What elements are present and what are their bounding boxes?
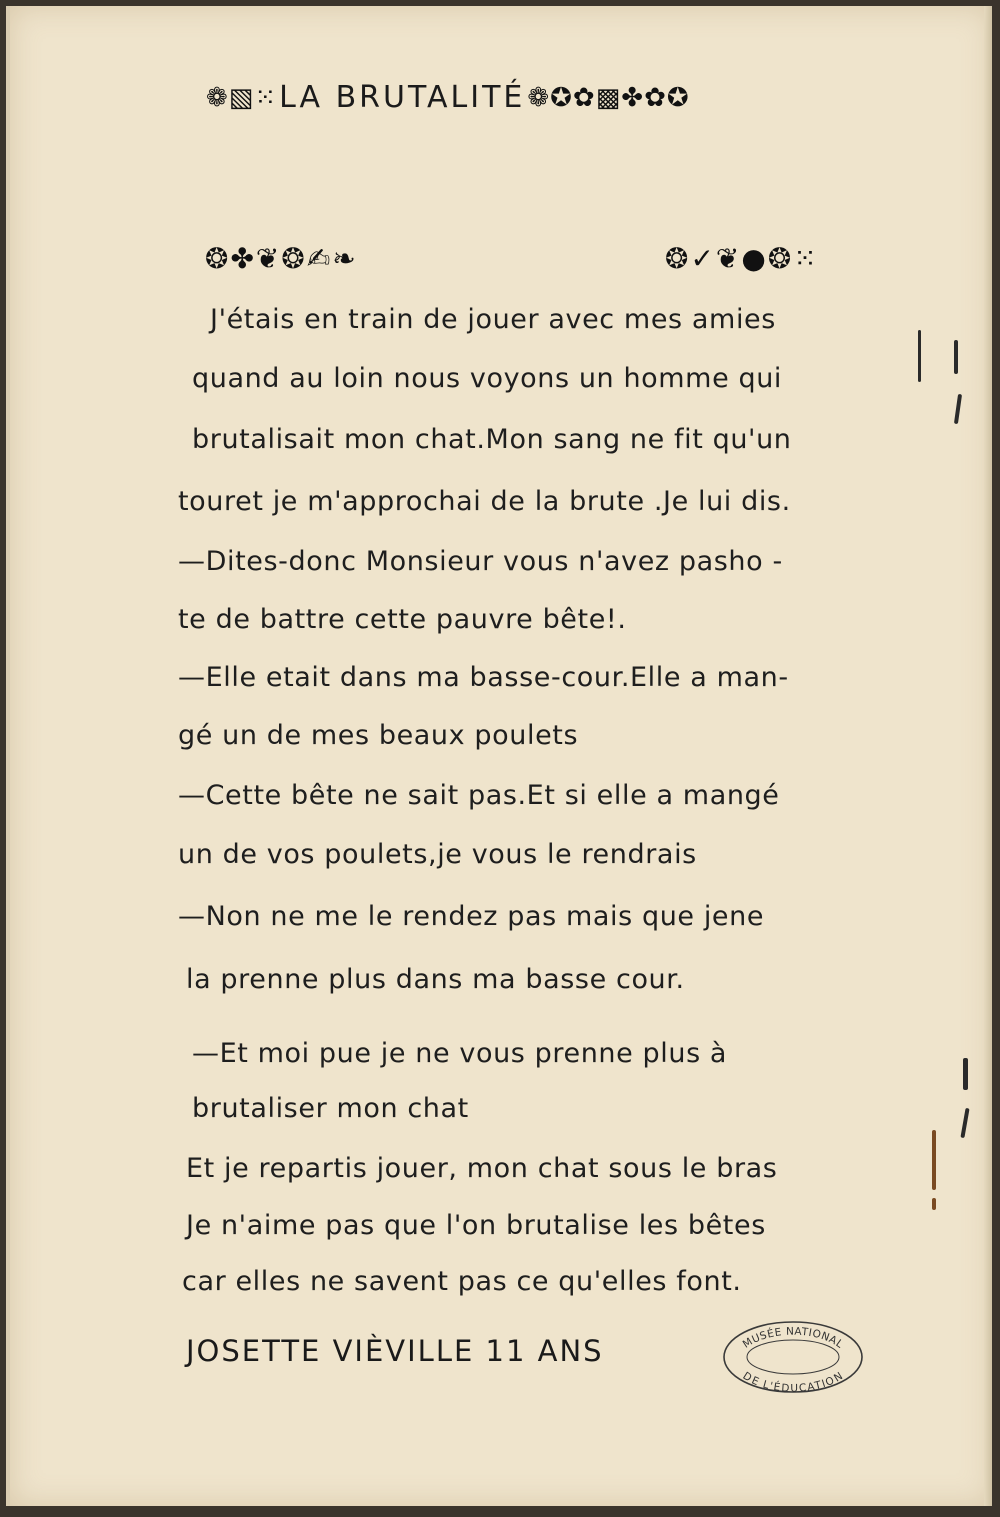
author-signature: JOSETTE VIÈVILLE 11 ANS bbox=[186, 1334, 604, 1368]
museum-stamp bbox=[722, 1319, 864, 1395]
text-line: gé un de mes beaux poulets bbox=[178, 720, 579, 751]
text-line: —Cette bête ne sait pas.Et si elle a mangé bbox=[178, 780, 780, 811]
margin-mark bbox=[963, 1058, 968, 1090]
text-line: un de vos poulets,je vous le rendrais bbox=[178, 839, 697, 870]
text-line: —Elle etait dans ma basse-cour.Elle a man- bbox=[178, 662, 789, 693]
margin-mark bbox=[960, 1108, 969, 1138]
text-line: te de battre cette pauvre bête!. bbox=[178, 604, 627, 635]
title-ornament-left: ❁▧⁙ bbox=[206, 82, 278, 113]
text-line: Et je repartis jouer, mon chat sous le bras bbox=[186, 1153, 778, 1184]
text-line: brutalisait mon chat.Mon sang ne fit qu'un bbox=[192, 424, 792, 455]
stamp-top-text: MUSÉE NATIONAL bbox=[740, 1325, 846, 1351]
ornament-row-right: ❂✓❦●❂⁙ bbox=[665, 242, 819, 275]
title-ornament-right: ❁✪✿▩✤✿✪ bbox=[527, 82, 690, 113]
text-line: —Non ne me le rendez pas mais que jene bbox=[178, 901, 765, 932]
margin-mark bbox=[932, 1130, 936, 1190]
text-line: touret je m'approchai de la brute .Je lui dis. bbox=[178, 486, 791, 517]
text-line: —Dites-donc Monsieur vous n'avez pasho - bbox=[178, 546, 783, 577]
page-title bbox=[206, 80, 690, 115]
text-line: —Et moi pue je ne vous prenne plus à bbox=[192, 1038, 728, 1069]
text-line: quand au loin nous voyons un homme qui bbox=[192, 363, 783, 394]
margin-mark bbox=[954, 340, 958, 374]
page-edge bbox=[984, 6, 992, 1506]
text-line: J'étais en train de jouer avec mes amies bbox=[210, 304, 776, 335]
title-text: LA BRUTALITÉ bbox=[279, 80, 526, 115]
text-line: la prenne plus dans ma basse cour. bbox=[186, 964, 685, 995]
text-line: Je n'aime pas que l'on brutalise les bêtes bbox=[186, 1210, 766, 1241]
margin-mark bbox=[932, 1198, 936, 1210]
text-line: car elles ne savent pas ce qu'elles font. bbox=[182, 1266, 742, 1297]
margin-mark bbox=[918, 330, 921, 382]
margin-mark bbox=[954, 394, 962, 424]
document-page bbox=[6, 6, 992, 1506]
ornament-row-left: ❂✤❦❂✍❧ bbox=[205, 242, 358, 275]
stamp-bottom-text: DE L'ÉDUCATION bbox=[740, 1369, 846, 1395]
text-line: brutaliser mon chat bbox=[192, 1093, 469, 1124]
